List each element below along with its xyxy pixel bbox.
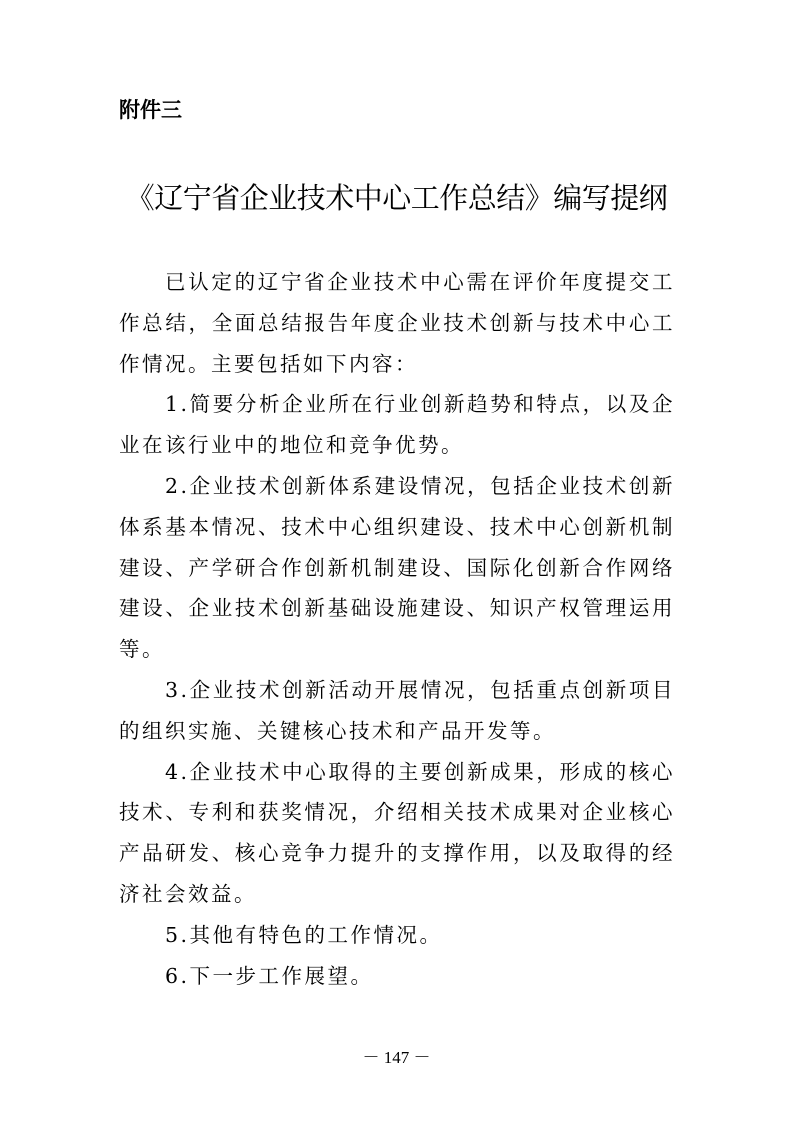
attachment-label: 附件三 bbox=[119, 98, 182, 122]
list-item-1: 1.简要分析企业所在行业创新趋势和特点，以及企业在该行业中的地位和竞争优势。 bbox=[119, 392, 675, 458]
list-item-5: 5.其他有特色的工作情况。 bbox=[165, 922, 443, 947]
list-item-4: 4.企业技术中心取得的主要创新成果，形成的核心技术、专利和获奖情况，介绍相关技术成果对企业核心产品研发、核心竞争力提升的支撑作用，以及取得的经济社会效益。 bbox=[119, 759, 675, 906]
document-body bbox=[119, 262, 675, 996]
document-title: 《辽宁省企业技术中心工作总结》编写提纲 bbox=[125, 181, 668, 215]
page-number: － 147 － bbox=[362, 1048, 431, 1067]
list-item-3: 3.企业技术创新活动开展情况，包括重点创新项目的组织实施、关键核心技术和产品开发等。 bbox=[119, 677, 675, 743]
list-item-6: 6.下一步工作展望。 bbox=[165, 963, 374, 988]
list-item-2: 2.企业技术创新体系建设情况，包括企业技术创新体系基本情况、技术中心组织建设、技术中心创新机制建设、产学研合作创新机制建设、国际化创新合作网络建设、企业技术创新基础设施建设、知识产权管理运用等。 bbox=[119, 473, 675, 662]
intro-paragraph: 已认定的辽宁省企业技术中心需在评价年度提交工作总结，全面总结报告年度企业技术创新与技术中心工作情况。主要包括如下内容： bbox=[119, 270, 675, 376]
